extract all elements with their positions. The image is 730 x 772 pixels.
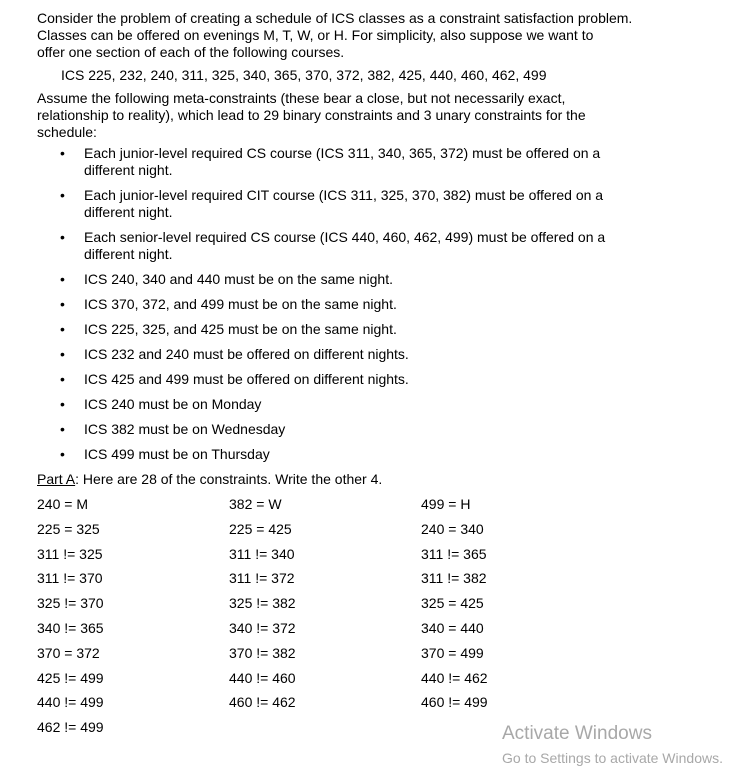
constraint-item: 311 != 365 [421,545,487,562]
assume-line: schedule: [37,124,97,140]
constraint-item: 382 = W [229,496,282,512]
part-a-text: : Here are 28 of the constraints. Write the other 4. [75,471,383,487]
document-page [37,10,717,744]
bullet-dot: • [60,321,65,337]
constraint-item: 370 = 499 [421,644,484,661]
constraint-bullet-list [37,145,717,463]
bullet-text: different night. [84,246,173,262]
intro-line: Consider the problem of creating a schedule of ICS classes as a constraint satisfaction problem. [37,10,633,26]
bullet-dot: • [60,296,65,312]
bullet-text: Each senior-level required CS course (ICS 440, 460, 462, 499) must be offered on a [84,229,606,245]
constraint-item: 311 != 340 [229,545,295,562]
bullet-text: ICS 240, 340 and 440 must be on the same night. [84,271,393,287]
constraint-item: 340 != 365 [37,619,104,636]
bullet-item [37,187,717,221]
part-a-heading [37,471,717,488]
bullet-item [37,296,717,313]
bullet-item [37,346,717,363]
bullet-dot: • [60,396,65,412]
constraint-item: 462 != 499 [37,719,104,736]
bullet-text: ICS 232 and 240 must be offered on different nights. [84,346,409,362]
bullet-dot: • [60,371,65,387]
watermark-title: Activate Windows [502,723,652,744]
constraint-item: 311 != 325 [37,545,103,562]
constraint-item: 440 != 499 [37,694,104,711]
bullet-text: ICS 225, 325, and 425 must be on the same night. [84,321,397,337]
watermark-subtitle: Go to Settings to activate Windows. [502,750,723,766]
bullet-item [37,396,717,413]
constraint-item: 325 = 425 [421,595,484,612]
activation-watermark [502,722,723,767]
constraint-item: 311 != 372 [229,570,295,587]
bullet-item [37,145,717,179]
bullet-dot: • [60,229,65,245]
constraint-item: 370 = 372 [37,644,100,661]
assume-line: relationship to reality), which lead to 29 binary constraints and 3 unary constraints for the [37,107,586,123]
bullet-text: ICS 382 must be on Wednesday [84,421,286,437]
bullet-item [37,421,717,438]
constraint-item: 460 != 462 [229,694,296,711]
constraint-item: 311 != 370 [37,570,103,587]
constraint-item: 440 != 460 [229,669,296,686]
bullet-dot: • [60,271,65,287]
bullet-item [37,321,717,338]
bullet-dot: • [60,421,65,437]
bullet-item [37,446,717,463]
bullet-text: different night. [84,204,173,220]
bullet-dot: • [60,187,65,203]
bullet-text: Each junior-level required CIT course (ICS 311, 325, 370, 382) must be offered on a [84,187,604,203]
constraint-item: 370 != 382 [229,644,296,661]
constraint-item: 225 = 325 [37,520,100,537]
assume-line: Assume the following meta-constraints (these bear a close, but not necessarily exact, [37,90,566,106]
constraint-item: 340 != 372 [229,619,296,636]
bullet-text: ICS 499 must be on Thursday [84,446,270,462]
constraint-item: 425 != 499 [37,669,104,686]
intro-line: Classes can be offered on evenings M, T, W, or H. For simplicity, also suppose we want to [37,27,594,43]
constraint-item: 499 = H [421,496,471,512]
constraint-item: 225 = 425 [229,520,292,537]
constraint-item: 340 = 440 [421,619,484,636]
part-a-label: Part A [37,471,76,487]
bullet-item [37,371,717,388]
bullet-dot: • [60,346,65,362]
constraint-item: 440 != 462 [421,669,488,686]
constraint-item: 325 != 382 [229,595,296,612]
constraint-item: 240 = M [37,496,88,512]
bullet-text: Each junior-level required CS course (ICS 311, 340, 365, 372) must be offered on a [84,145,601,161]
bullet-text: ICS 370, 372, and 499 must be on the same night. [84,296,397,312]
assumption-paragraph [37,90,717,141]
bullet-text: different night. [84,162,173,178]
constraint-item: 311 != 382 [421,570,487,587]
constraint-item: 460 != 499 [421,694,488,711]
constraint-grid [37,496,717,744]
course-list: ICS 225, 232, 240, 311, 325, 340, 365, 370, 372, 382, 425, 440, 460, 462, 499 [61,67,547,83]
intro-paragraph [37,10,717,61]
bullet-item [37,271,717,288]
bullet-dot: • [60,446,65,462]
intro-line: offer one section of each of the following courses. [37,44,345,60]
bullet-dot: • [60,145,65,161]
constraint-item: 325 != 370 [37,595,104,612]
bullet-item [37,229,717,263]
bullet-text: ICS 240 must be on Monday [84,396,262,412]
constraint-item: 240 = 340 [421,520,484,537]
bullet-text: ICS 425 and 499 must be offered on different nights. [84,371,409,387]
